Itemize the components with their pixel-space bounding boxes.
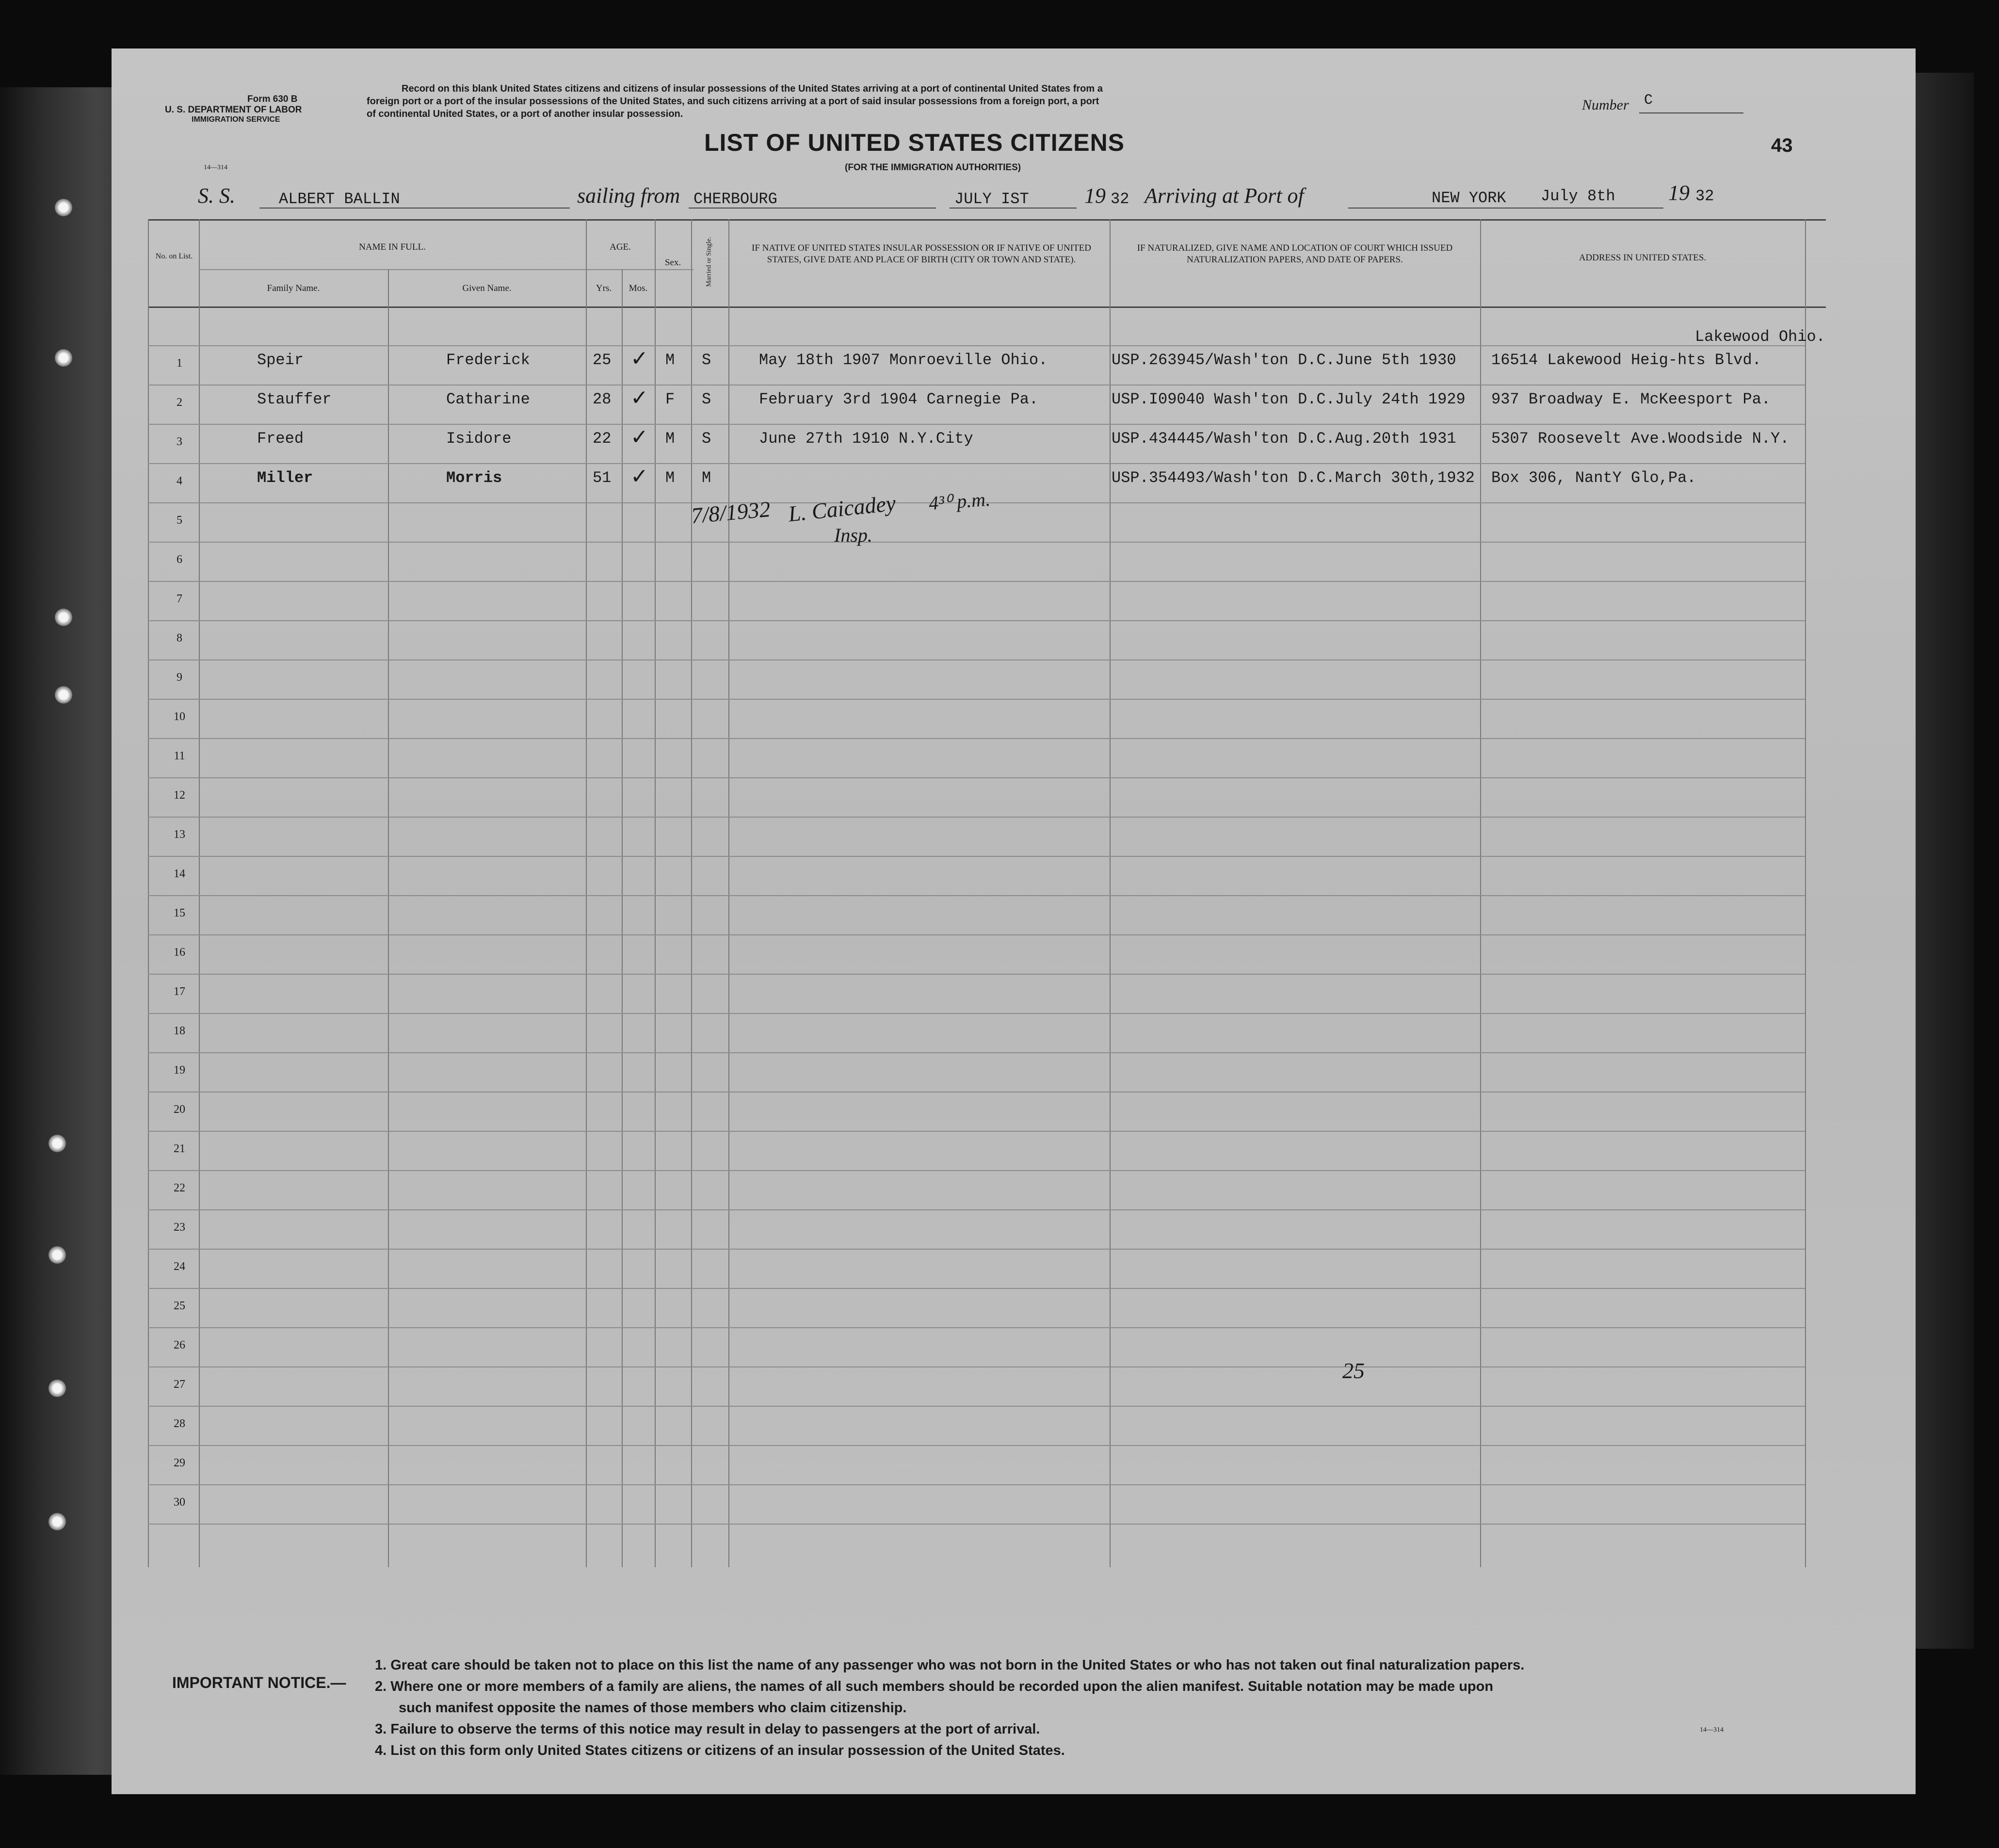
header-sub-rule bbox=[199, 269, 693, 270]
row-rule bbox=[148, 1170, 1805, 1171]
row-number: 16 bbox=[174, 946, 185, 959]
row-number: 27 bbox=[174, 1378, 185, 1391]
notice-label: IMPORTANT NOTICE.— bbox=[172, 1674, 346, 1691]
row-number: 19 bbox=[174, 1064, 185, 1077]
binder-hole bbox=[55, 349, 72, 367]
instruction-line: foreign port or a port of the insular possessions of the United States, and such citizens arriving at a port of said insular possessions from a foreign port, a port bbox=[367, 96, 1099, 107]
row-rule bbox=[148, 895, 1805, 896]
row-rule bbox=[148, 620, 1805, 621]
row-rule bbox=[148, 424, 1805, 425]
col-header-married: Married or Single. bbox=[705, 237, 713, 287]
row-number: 2 bbox=[177, 396, 182, 409]
passenger-sex: M bbox=[665, 469, 675, 487]
row-number: 9 bbox=[177, 671, 182, 684]
ss-label: S. S. bbox=[198, 184, 235, 208]
passenger-naturalization: USP.354493/Wash'ton D.C.March 30th,1932 bbox=[1112, 469, 1475, 487]
instruction-line: Record on this blank United States citizens and citizens of insular possessions of the United States arriving at a port of continental United States from a bbox=[402, 83, 1103, 94]
arriving-label: Arriving at Port of bbox=[1145, 184, 1304, 208]
table-top-rule bbox=[148, 219, 1826, 221]
binder-hole bbox=[48, 1380, 66, 1397]
passenger-sex: M bbox=[665, 430, 675, 448]
row-number: 25 bbox=[174, 1300, 185, 1312]
col-divider bbox=[148, 219, 149, 1567]
row-rule bbox=[148, 1052, 1805, 1053]
passenger-birth: June 27th 1910 N.Y.City bbox=[759, 430, 973, 448]
row-number: 6 bbox=[177, 553, 182, 566]
port-to: NEW YORK bbox=[1432, 189, 1506, 207]
row-number: 11 bbox=[174, 750, 185, 762]
row-rule bbox=[148, 856, 1805, 857]
row-rule bbox=[148, 974, 1805, 975]
page-title: LIST OF UNITED STATES CITIZENS bbox=[704, 129, 1125, 156]
binder-hole bbox=[55, 609, 72, 626]
row-rule bbox=[148, 659, 1805, 660]
row-number: 1 bbox=[177, 357, 182, 370]
number-label: Number bbox=[1582, 97, 1629, 113]
passenger-naturalization: USP.263945/Wash'ton D.C.June 5th 1930 bbox=[1112, 351, 1456, 369]
passenger-family-name: Stauffer bbox=[257, 390, 332, 408]
inspector-signature: L. Caicadey bbox=[787, 490, 897, 527]
manifest-page bbox=[112, 48, 1916, 1794]
passenger-marital-status: S bbox=[702, 351, 711, 369]
number-underline bbox=[1639, 112, 1743, 113]
passenger-total: 25 bbox=[1342, 1358, 1365, 1383]
passenger-sex: M bbox=[665, 351, 675, 369]
row-number: 13 bbox=[174, 828, 185, 841]
passenger-age-check: ✓ bbox=[630, 386, 648, 410]
notice-item-1: 1. Great care should be taken not to place on this list the name of any passenger who was not born in the United States or who has not taken out final naturalization papers. bbox=[375, 1657, 1525, 1673]
binder-hole bbox=[55, 199, 72, 216]
notice-item-2: 2. Where one or more members of a family are aliens, the names of all such members should be recorded upon the alien manifest. Suitable notation may be made upon bbox=[375, 1679, 1494, 1694]
date-to: July 8th bbox=[1541, 187, 1615, 205]
passenger-sex: F bbox=[665, 390, 675, 408]
passenger-family-name: Speir bbox=[257, 351, 304, 369]
passenger-given-name: Isidore bbox=[446, 430, 512, 448]
row-rule bbox=[148, 1092, 1805, 1093]
form-code: 14—314 bbox=[204, 164, 227, 171]
ship-name: ALBERT BALLIN bbox=[279, 190, 400, 208]
row-number: 3 bbox=[177, 435, 182, 448]
passenger-naturalization: USP.I09040 Wash'ton D.C.July 24th 1929 bbox=[1112, 390, 1466, 408]
row-rule bbox=[148, 581, 1805, 582]
row-rule bbox=[148, 345, 1805, 346]
passenger-marital-status: S bbox=[702, 390, 711, 408]
row-rule bbox=[148, 1131, 1805, 1132]
row-number: 8 bbox=[177, 632, 182, 644]
col-header-given: Given Name. bbox=[462, 283, 512, 293]
row-rule bbox=[148, 1366, 1805, 1367]
address-city-line: Lakewood Ohio. bbox=[1695, 328, 1825, 346]
passenger-age-check: ✓ bbox=[630, 464, 648, 489]
col-divider bbox=[199, 219, 200, 1567]
port-from: CHERBOURG bbox=[693, 190, 777, 208]
passenger-family-name: Miller bbox=[257, 469, 313, 487]
row-rule bbox=[148, 1288, 1805, 1289]
row-number: 18 bbox=[174, 1025, 185, 1037]
row-number: 30 bbox=[174, 1496, 185, 1509]
year-prefix-2: 19 bbox=[1668, 181, 1690, 205]
col-divider bbox=[1480, 219, 1481, 1567]
row-rule bbox=[148, 934, 1805, 935]
col-header-no: No. on List. bbox=[155, 252, 193, 260]
row-number: 12 bbox=[174, 789, 185, 802]
year-1: 32 bbox=[1111, 190, 1129, 208]
passenger-age-check: ✓ bbox=[630, 346, 648, 371]
row-rule bbox=[148, 1013, 1805, 1014]
passenger-given-name: Catharine bbox=[446, 390, 530, 408]
row-rule bbox=[148, 1406, 1805, 1407]
row-rule bbox=[148, 1209, 1805, 1210]
row-rule bbox=[148, 1524, 1805, 1525]
passenger-naturalization: USP.434445/Wash'ton D.C.Aug.20th 1931 bbox=[1112, 430, 1456, 448]
row-rule bbox=[148, 385, 1805, 386]
row-rule bbox=[148, 1249, 1805, 1250]
date-from: JULY IST bbox=[954, 190, 1029, 208]
instruction-line: of continental United States, or a port of another insular possession. bbox=[367, 109, 683, 119]
form-number: Form 630 B bbox=[247, 94, 298, 104]
binder-hole bbox=[55, 686, 72, 704]
col-divider bbox=[1805, 219, 1806, 1567]
col-divider bbox=[691, 219, 692, 1567]
department-name: U. S. DEPARTMENT OF LABOR bbox=[165, 105, 302, 115]
binder-hole bbox=[48, 1246, 66, 1264]
row-number: 4 bbox=[177, 475, 182, 487]
col-divider bbox=[728, 219, 729, 1567]
col-header-naturalized: IF NATURALIZED, GIVE NAME AND LOCATION OF COURT WHICH ISSUED NATURALIZATION PAPERS, AND DATE OF PAPERS. bbox=[1137, 243, 1453, 265]
col-header-mos: Mos. bbox=[629, 283, 648, 293]
passenger-age-years: 51 bbox=[593, 469, 612, 487]
passenger-age-check: ✓ bbox=[630, 425, 648, 450]
year-2: 32 bbox=[1695, 187, 1714, 205]
row-rule bbox=[148, 699, 1805, 700]
col-header-sex: Sex. bbox=[664, 257, 681, 268]
row-number: 26 bbox=[174, 1339, 185, 1351]
row-rule bbox=[148, 738, 1805, 739]
col-divider bbox=[1110, 219, 1111, 1567]
col-divider bbox=[655, 219, 656, 1567]
passenger-address: 937 Broadway E. McKeesport Pa. bbox=[1491, 390, 1771, 408]
sailing-label: sailing from bbox=[577, 184, 680, 208]
row-rule bbox=[148, 463, 1805, 464]
passenger-address: 16514 Lakewood Heig-hts Blvd. bbox=[1491, 351, 1761, 369]
col-divider bbox=[586, 219, 587, 1567]
passenger-given-name: Morris bbox=[446, 469, 502, 487]
row-number: 15 bbox=[174, 907, 185, 919]
passenger-age-years: 22 bbox=[593, 430, 612, 448]
passenger-family-name: Freed bbox=[257, 430, 304, 448]
row-number: 20 bbox=[174, 1103, 185, 1116]
header-bottom-rule bbox=[148, 306, 1826, 308]
passenger-birth: February 3rd 1904 Carnegie Pa. bbox=[759, 390, 1039, 408]
row-number: 22 bbox=[174, 1182, 185, 1194]
row-number: 23 bbox=[174, 1221, 185, 1234]
notice-item-4: 4. List on this form only United States citizens or citizens of an insular possession of the United States. bbox=[375, 1743, 1065, 1758]
row-number: 17 bbox=[174, 985, 185, 998]
row-number: 24 bbox=[174, 1260, 185, 1273]
col-header-yrs: Yrs. bbox=[596, 283, 612, 293]
row-number: 21 bbox=[174, 1142, 185, 1155]
page-number: 43 bbox=[1771, 135, 1793, 156]
passenger-birth: May 18th 1907 Monroeville Ohio. bbox=[759, 351, 1048, 369]
service-name: IMMIGRATION SERVICE bbox=[192, 115, 280, 124]
page-subtitle: (FOR THE IMMIGRATION AUTHORITIES) bbox=[845, 162, 1021, 173]
passenger-address: Box 306, NantY Glo,Pa. bbox=[1491, 469, 1696, 487]
col-header-native: IF NATIVE OF UNITED STATES INSULAR POSSESSION OR IF NATIVE OF UNITED STATES, GIVE DATE AND PLACE OF BIRTH (CITY OR TOWN AND STATE). bbox=[752, 243, 1091, 265]
passenger-age-years: 28 bbox=[593, 390, 612, 408]
port-to-underline bbox=[1348, 208, 1663, 209]
row-rule bbox=[148, 1327, 1805, 1328]
passenger-age-years: 25 bbox=[593, 351, 612, 369]
row-rule bbox=[148, 1484, 1805, 1485]
row-rule bbox=[148, 542, 1805, 543]
passenger-marital-status: S bbox=[702, 430, 711, 448]
binder-hole bbox=[48, 1135, 66, 1152]
notice-code: 14—314 bbox=[1700, 1726, 1724, 1734]
passenger-given-name: Frederick bbox=[446, 351, 530, 369]
notice-item-3: 3. Failure to observe the terms of this notice may result in delay to passengers at the port of arrival. bbox=[375, 1721, 1040, 1737]
row-rule bbox=[148, 1445, 1805, 1446]
row-number: 28 bbox=[174, 1417, 185, 1430]
col-header-address: ADDRESS IN UNITED STATES. bbox=[1579, 253, 1707, 263]
row-number: 14 bbox=[174, 868, 185, 880]
passenger-address: 5307 Roosevelt Ave.Woodside N.Y. bbox=[1491, 430, 1789, 448]
row-number: 10 bbox=[174, 710, 185, 723]
row-number: 7 bbox=[177, 593, 182, 605]
inspection-time: 4³⁰ p.m. bbox=[928, 488, 991, 514]
inspector-title: Insp. bbox=[834, 524, 872, 546]
passenger-marital-status: M bbox=[702, 469, 711, 487]
row-rule bbox=[148, 777, 1805, 778]
inspection-date: 7/8/1932 bbox=[690, 496, 772, 529]
binder-hole bbox=[48, 1513, 66, 1530]
col-header-name: NAME IN FULL. bbox=[359, 242, 426, 252]
col-header-family: Family Name. bbox=[267, 283, 320, 293]
row-number: 29 bbox=[174, 1457, 185, 1469]
col-header-age: AGE. bbox=[610, 242, 631, 252]
row-rule bbox=[148, 817, 1805, 818]
notice-item-2-cont: such manifest opposite the names of those members who claim citizenship. bbox=[399, 1700, 907, 1716]
number-value: C bbox=[1644, 92, 1653, 109]
row-number: 5 bbox=[177, 514, 182, 527]
year-prefix-1: 19 bbox=[1084, 184, 1106, 208]
